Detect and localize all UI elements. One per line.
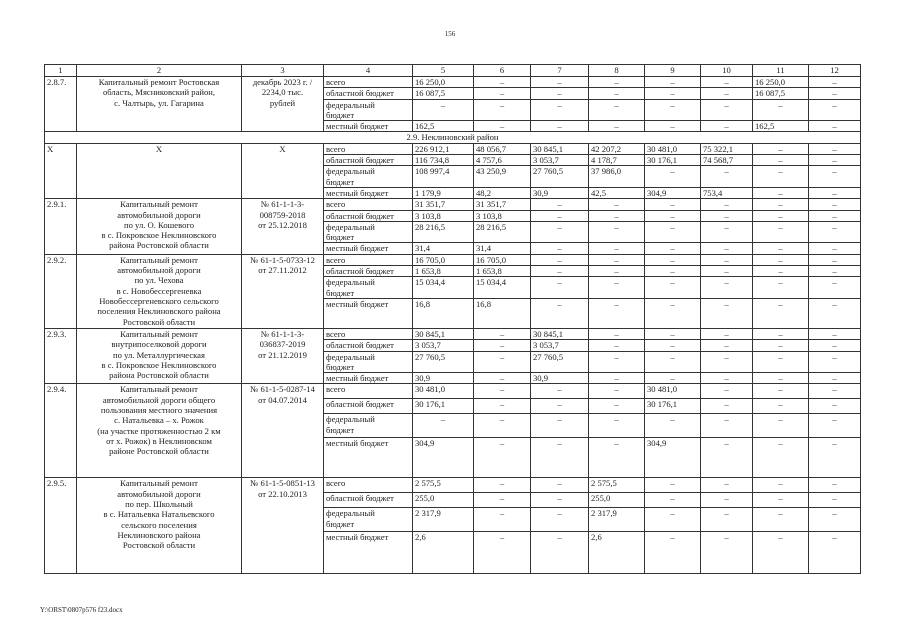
amount-cell: – — [753, 351, 809, 373]
funding-source: федеральный бюджет — [324, 508, 413, 532]
amount-cell: – — [753, 414, 809, 438]
amount-cell: – — [753, 143, 809, 154]
amount-cell: – — [531, 266, 589, 277]
amount-cell: – — [474, 351, 531, 373]
amount-cell: 2 317,9 — [413, 508, 474, 532]
amount-cell: – — [753, 243, 809, 254]
amount-cell: 31 351,7 — [474, 199, 531, 210]
amount-cell: – — [531, 99, 589, 121]
amount-cell: 30 845,1 — [531, 143, 589, 154]
amount-cell: – — [753, 210, 809, 221]
amount-cell: – — [589, 243, 645, 254]
amount-cell: – — [531, 88, 589, 99]
amount-cell: – — [645, 254, 701, 265]
amount-cell: – — [701, 77, 753, 88]
header-cell: 1 — [45, 65, 77, 77]
amount-cell: 31,4 — [413, 243, 474, 254]
amount-cell: – — [531, 478, 589, 493]
amount-cell: – — [809, 493, 861, 508]
funding-source: федеральный бюджет — [324, 99, 413, 121]
funding-source: областной бюджет — [324, 493, 413, 508]
header-cell: 9 — [645, 65, 701, 77]
amount-cell: 304,9 — [645, 187, 701, 198]
amount-cell: – — [809, 508, 861, 532]
amount-cell: – — [701, 351, 753, 373]
amount-cell: – — [701, 373, 753, 384]
amount-cell: 3 053,7 — [413, 340, 474, 351]
header-cell: 3 — [242, 65, 324, 77]
amount-cell: 30,9 — [413, 373, 474, 384]
amount-cell: – — [589, 399, 645, 414]
amount-cell: – — [531, 532, 589, 574]
amount-cell: – — [531, 254, 589, 265]
amount-cell: 43 250,9 — [474, 166, 531, 188]
budget-table — [44, 64, 861, 574]
amount-cell: 4 178,7 — [589, 155, 645, 166]
funding-source: местный бюджет — [324, 121, 413, 132]
amount-cell: – — [531, 493, 589, 508]
amount-cell: – — [701, 328, 753, 339]
amount-cell: 75 322,1 — [701, 143, 753, 154]
header-cell: 4 — [324, 65, 413, 77]
amount-cell: – — [753, 438, 809, 478]
amount-cell: – — [701, 298, 753, 328]
amount-cell: 108 997,4 — [413, 166, 474, 188]
amount-cell: 16 250,0 — [753, 77, 809, 88]
amount-cell: – — [474, 414, 531, 438]
amount-cell: – — [645, 221, 701, 243]
amount-cell: – — [531, 121, 589, 132]
amount-cell: – — [589, 351, 645, 373]
amount-cell: – — [589, 298, 645, 328]
amount-cell: 27 760,5 — [531, 166, 589, 188]
table-row — [45, 384, 861, 399]
header-cell: 5 — [413, 65, 474, 77]
funding-source: федеральный бюджет — [324, 221, 413, 243]
funding-source: областной бюджет — [324, 266, 413, 277]
amount-cell: – — [531, 298, 589, 328]
amount-cell: – — [809, 210, 861, 221]
amount-cell: – — [753, 373, 809, 384]
amount-cell: 27 760,5 — [531, 351, 589, 373]
amount-cell: 48,2 — [474, 187, 531, 198]
funding-source: местный бюджет — [324, 532, 413, 574]
amount-cell: 304,9 — [413, 438, 474, 478]
amount-cell: – — [474, 384, 531, 399]
funding-source: всего — [324, 384, 413, 399]
amount-cell: 255,0 — [413, 493, 474, 508]
amount-cell: – — [809, 166, 861, 188]
document-info: № 61-1-5-0851-13 от 22.10.2013 — [242, 478, 324, 574]
amount-cell: 30 481,0 — [645, 384, 701, 399]
amount-cell: – — [645, 373, 701, 384]
amount-cell: 30 845,1 — [413, 328, 474, 339]
amount-cell: – — [474, 493, 531, 508]
amount-cell: – — [701, 254, 753, 265]
amount-cell: – — [645, 266, 701, 277]
amount-cell: – — [589, 340, 645, 351]
amount-cell: – — [474, 121, 531, 132]
amount-cell: – — [645, 166, 701, 188]
amount-cell: – — [809, 187, 861, 198]
amount-cell: – — [753, 328, 809, 339]
amount-cell: – — [809, 155, 861, 166]
amount-cell: – — [809, 77, 861, 88]
amount-cell: 16,8 — [474, 298, 531, 328]
header-cell: 12 — [809, 65, 861, 77]
document-info: декабрь 2023 г. / 2234,0 тыс. рублей — [242, 77, 324, 132]
amount-cell: – — [589, 221, 645, 243]
amount-cell: – — [809, 351, 861, 373]
amount-cell: – — [701, 121, 753, 132]
amount-cell: – — [474, 532, 531, 574]
object-name: Х — [77, 143, 242, 198]
header-row — [45, 65, 861, 77]
amount-cell: 42,5 — [589, 187, 645, 198]
funding-source: местный бюджет — [324, 438, 413, 478]
amount-cell: 30,9 — [531, 187, 589, 198]
amount-cell: 42 207,2 — [589, 143, 645, 154]
amount-cell: – — [531, 210, 589, 221]
amount-cell: – — [809, 373, 861, 384]
amount-cell: – — [753, 199, 809, 210]
amount-cell: – — [701, 508, 753, 532]
amount-cell: – — [474, 328, 531, 339]
amount-cell: – — [753, 493, 809, 508]
amount-cell: – — [701, 88, 753, 99]
amount-cell: – — [645, 532, 701, 574]
amount-cell: – — [413, 414, 474, 438]
amount-cell: – — [701, 243, 753, 254]
amount-cell: 2,6 — [413, 532, 474, 574]
funding-source: местный бюджет — [324, 298, 413, 328]
object-name: Капитальный ремонт автомобильной дороги общего пользования местного значения с. Натальевка – х. Рожок (на участке протяженностью 2 км от х. Рожок) в Неклиновском районе Ростовской области — [77, 384, 242, 478]
funding-source: областной бюджет — [324, 155, 413, 166]
amount-cell: – — [589, 373, 645, 384]
amount-cell: 30 845,1 — [531, 328, 589, 339]
amount-cell: – — [645, 88, 701, 99]
amount-cell: 30 481,0 — [645, 143, 701, 154]
amount-cell: – — [645, 340, 701, 351]
funding-source: областной бюджет — [324, 210, 413, 221]
amount-cell: – — [474, 88, 531, 99]
amount-cell: 27 760,5 — [413, 351, 474, 373]
amount-cell: – — [531, 77, 589, 88]
amount-cell: – — [701, 99, 753, 121]
amount-cell: – — [645, 328, 701, 339]
amount-cell: – — [645, 121, 701, 132]
amount-cell: – — [645, 199, 701, 210]
table-row — [45, 77, 861, 88]
amount-cell: – — [645, 243, 701, 254]
amount-cell: 30 176,1 — [413, 399, 474, 414]
object-name: Капитальный ремонт Ростовская область, Мясниковский район, с. Чалтырь, ул. Гагарина — [77, 77, 242, 132]
funding-source: всего — [324, 77, 413, 88]
amount-cell: – — [809, 254, 861, 265]
amount-cell: – — [809, 328, 861, 339]
amount-cell: – — [589, 266, 645, 277]
amount-cell: – — [531, 243, 589, 254]
amount-cell: 15 034,4 — [474, 277, 531, 299]
amount-cell: – — [753, 384, 809, 399]
amount-cell: – — [589, 254, 645, 265]
amount-cell: – — [701, 399, 753, 414]
amount-cell: 16 087,5 — [753, 88, 809, 99]
amount-cell: – — [413, 99, 474, 121]
amount-cell: 30,9 — [531, 373, 589, 384]
document-info: № 61-1-5-0733-12 от 27.11.2012 — [242, 254, 324, 328]
amount-cell: – — [474, 77, 531, 88]
amount-cell: – — [531, 414, 589, 438]
table-row — [45, 478, 861, 493]
header-cell: 2 — [77, 65, 242, 77]
header-cell: 11 — [753, 65, 809, 77]
amount-cell: – — [809, 221, 861, 243]
amount-cell: – — [474, 438, 531, 478]
table-row — [45, 254, 861, 265]
amount-cell: 1 179,9 — [413, 187, 474, 198]
amount-cell: – — [753, 340, 809, 351]
amount-cell: 304,9 — [645, 438, 701, 478]
header-cell: 8 — [589, 65, 645, 77]
amount-cell: – — [701, 478, 753, 493]
amount-cell: – — [645, 298, 701, 328]
amount-cell: 4 757,6 — [474, 155, 531, 166]
amount-cell: – — [531, 508, 589, 532]
item-number: 2.9.3. — [45, 328, 77, 383]
amount-cell: – — [474, 399, 531, 414]
amount-cell: 16,8 — [413, 298, 474, 328]
amount-cell: – — [589, 438, 645, 478]
amount-cell: – — [809, 438, 861, 478]
amount-cell: 28 216,5 — [474, 221, 531, 243]
amount-cell: – — [531, 384, 589, 399]
amount-cell: 3 053,7 — [531, 155, 589, 166]
amount-cell: – — [701, 277, 753, 299]
amount-cell: – — [589, 199, 645, 210]
amount-cell: – — [589, 121, 645, 132]
document-info: № 61-1-5-0287-14 от 04.07.2014 — [242, 384, 324, 478]
amount-cell: – — [701, 532, 753, 574]
amount-cell: – — [589, 384, 645, 399]
amount-cell: – — [809, 478, 861, 493]
amount-cell: – — [809, 199, 861, 210]
item-number: 2.9.2. — [45, 254, 77, 328]
object-name: Капитальный ремонт автомобильной дороги по ул. Чехова в с. Новобессергеневка Новобессергеневского сельского поселения Неклиновского района Ростовской области — [77, 254, 242, 328]
amount-cell: 16 250,0 — [413, 77, 474, 88]
amount-cell: – — [753, 277, 809, 299]
amount-cell: – — [645, 277, 701, 299]
funding-source: федеральный бюджет — [324, 277, 413, 299]
amount-cell: – — [753, 298, 809, 328]
amount-cell: – — [531, 221, 589, 243]
footer-path: Y:\ORST\0807p576 f23.docx — [40, 606, 123, 614]
amount-cell: 2 575,5 — [589, 478, 645, 493]
amount-cell: – — [701, 493, 753, 508]
amount-cell: 30 481,0 — [413, 384, 474, 399]
table-row — [45, 143, 861, 154]
funding-source: местный бюджет — [324, 243, 413, 254]
amount-cell: – — [753, 166, 809, 188]
funding-source: всего — [324, 328, 413, 339]
amount-cell: 74 568,7 — [701, 155, 753, 166]
amount-cell: – — [753, 254, 809, 265]
amount-cell: 16 087,5 — [413, 88, 474, 99]
amount-cell: – — [645, 414, 701, 438]
amount-cell: 2 575,5 — [413, 478, 474, 493]
section-title: 2.9. Неклиновский район — [45, 132, 861, 143]
amount-cell: – — [753, 399, 809, 414]
item-number: 2.9.5. — [45, 478, 77, 574]
item-number: Х — [45, 143, 77, 198]
amount-cell: – — [645, 99, 701, 121]
amount-cell: – — [809, 298, 861, 328]
funding-source: всего — [324, 254, 413, 265]
amount-cell: 16 705,0 — [413, 254, 474, 265]
document-info: Х — [242, 143, 324, 198]
amount-cell: – — [645, 508, 701, 532]
amount-cell: – — [753, 478, 809, 493]
amount-cell: – — [701, 384, 753, 399]
amount-cell: 30 176,1 — [645, 155, 701, 166]
amount-cell: – — [753, 266, 809, 277]
amount-cell: – — [474, 373, 531, 384]
amount-cell: – — [589, 277, 645, 299]
amount-cell: – — [753, 532, 809, 574]
header-cell: 10 — [701, 65, 753, 77]
funding-source: федеральный бюджет — [324, 414, 413, 438]
amount-cell: 31 351,7 — [413, 199, 474, 210]
amount-cell: – — [701, 414, 753, 438]
amount-cell: 162,5 — [413, 121, 474, 132]
funding-source: всего — [324, 199, 413, 210]
amount-cell: – — [701, 210, 753, 221]
amount-cell: – — [531, 399, 589, 414]
amount-cell: 3 103,8 — [474, 210, 531, 221]
amount-cell: 116 734,8 — [413, 155, 474, 166]
amount-cell: – — [809, 88, 861, 99]
amount-cell: – — [474, 508, 531, 532]
amount-cell: 1 653,8 — [474, 266, 531, 277]
section-row — [45, 132, 861, 143]
object-name: Капитальный ремонт автомобильной дороги по ул. О. Кошевого в с. Покровское Неклиновского района Ростовской области — [77, 199, 242, 254]
amount-cell: – — [809, 399, 861, 414]
amount-cell: 30 176,1 — [645, 399, 701, 414]
funding-source: местный бюджет — [324, 187, 413, 198]
amount-cell: – — [809, 243, 861, 254]
amount-cell: 3 103,8 — [413, 210, 474, 221]
amount-cell: – — [531, 199, 589, 210]
amount-cell: – — [753, 221, 809, 243]
amount-cell: – — [753, 155, 809, 166]
document-info: № 61-1-1-3- 008759-2018 от 25.12.2018 — [242, 199, 324, 254]
header-cell: 7 — [531, 65, 589, 77]
funding-source: областной бюджет — [324, 340, 413, 351]
funding-source: всего — [324, 478, 413, 493]
amount-cell: – — [753, 508, 809, 532]
funding-source: всего — [324, 143, 413, 154]
amount-cell: – — [701, 199, 753, 210]
amount-cell: – — [474, 478, 531, 493]
amount-cell: – — [809, 340, 861, 351]
amount-cell: 28 216,5 — [413, 221, 474, 243]
amount-cell: 255,0 — [589, 493, 645, 508]
amount-cell: 1 653,8 — [413, 266, 474, 277]
amount-cell: – — [809, 414, 861, 438]
amount-cell: – — [701, 266, 753, 277]
amount-cell: 2 317,9 — [589, 508, 645, 532]
table-row — [45, 328, 861, 339]
document-info: № 61-1-1-3- 036837-2019 от 21.12.2019 — [242, 328, 324, 383]
amount-cell: – — [589, 99, 645, 121]
amount-cell: – — [809, 99, 861, 121]
amount-cell: 162,5 — [753, 121, 809, 132]
funding-source: федеральный бюджет — [324, 351, 413, 373]
funding-source: местный бюджет — [324, 373, 413, 384]
amount-cell: – — [809, 532, 861, 574]
amount-cell: – — [753, 187, 809, 198]
amount-cell: – — [589, 328, 645, 339]
amount-cell: 3 053,7 — [531, 340, 589, 351]
amount-cell: – — [589, 88, 645, 99]
amount-cell: – — [589, 414, 645, 438]
item-number: 2.9.1. — [45, 199, 77, 254]
amount-cell: – — [701, 340, 753, 351]
amount-cell: – — [809, 266, 861, 277]
amount-cell: – — [809, 143, 861, 154]
page-number: 156 — [444, 30, 456, 38]
amount-cell: – — [701, 221, 753, 243]
amount-cell: – — [809, 384, 861, 399]
amount-cell: – — [753, 99, 809, 121]
funding-source: федеральный бюджет — [324, 166, 413, 188]
amount-cell: – — [809, 121, 861, 132]
funding-source: областной бюджет — [324, 399, 413, 414]
amount-cell: 15 034,4 — [413, 277, 474, 299]
amount-cell: 48 056,7 — [474, 143, 531, 154]
amount-cell: 16 705,0 — [474, 254, 531, 265]
amount-cell: – — [645, 351, 701, 373]
item-number: 2.9.4. — [45, 384, 77, 478]
amount-cell: – — [589, 77, 645, 88]
amount-cell: – — [531, 277, 589, 299]
amount-cell: – — [701, 166, 753, 188]
amount-cell: 2,6 — [589, 532, 645, 574]
object-name: Капитальный ремонт автомобильной дороги по пер. Школьный в с. Натальевка Натальевского сельского поселения Неклиновского района Ростовской области — [77, 478, 242, 574]
amount-cell: – — [645, 478, 701, 493]
funding-source: областной бюджет — [324, 88, 413, 99]
amount-cell: – — [809, 277, 861, 299]
amount-cell: – — [474, 99, 531, 121]
amount-cell: – — [589, 210, 645, 221]
object-name: Капитальный ремонт внутрипоселковой дороги по ул. Металлургическая в с. Покровское Неклиновского района Ростовской области — [77, 328, 242, 383]
amount-cell: – — [645, 210, 701, 221]
amount-cell: – — [701, 438, 753, 478]
amount-cell: 226 912,1 — [413, 143, 474, 154]
amount-cell: 37 986,0 — [589, 166, 645, 188]
amount-cell: – — [474, 340, 531, 351]
amount-cell: – — [645, 77, 701, 88]
amount-cell: 31,4 — [474, 243, 531, 254]
table-row — [45, 199, 861, 210]
amount-cell: – — [645, 493, 701, 508]
amount-cell: 753,4 — [701, 187, 753, 198]
amount-cell: – — [531, 438, 589, 478]
header-cell: 6 — [474, 65, 531, 77]
item-number: 2.8.7. — [45, 77, 77, 132]
